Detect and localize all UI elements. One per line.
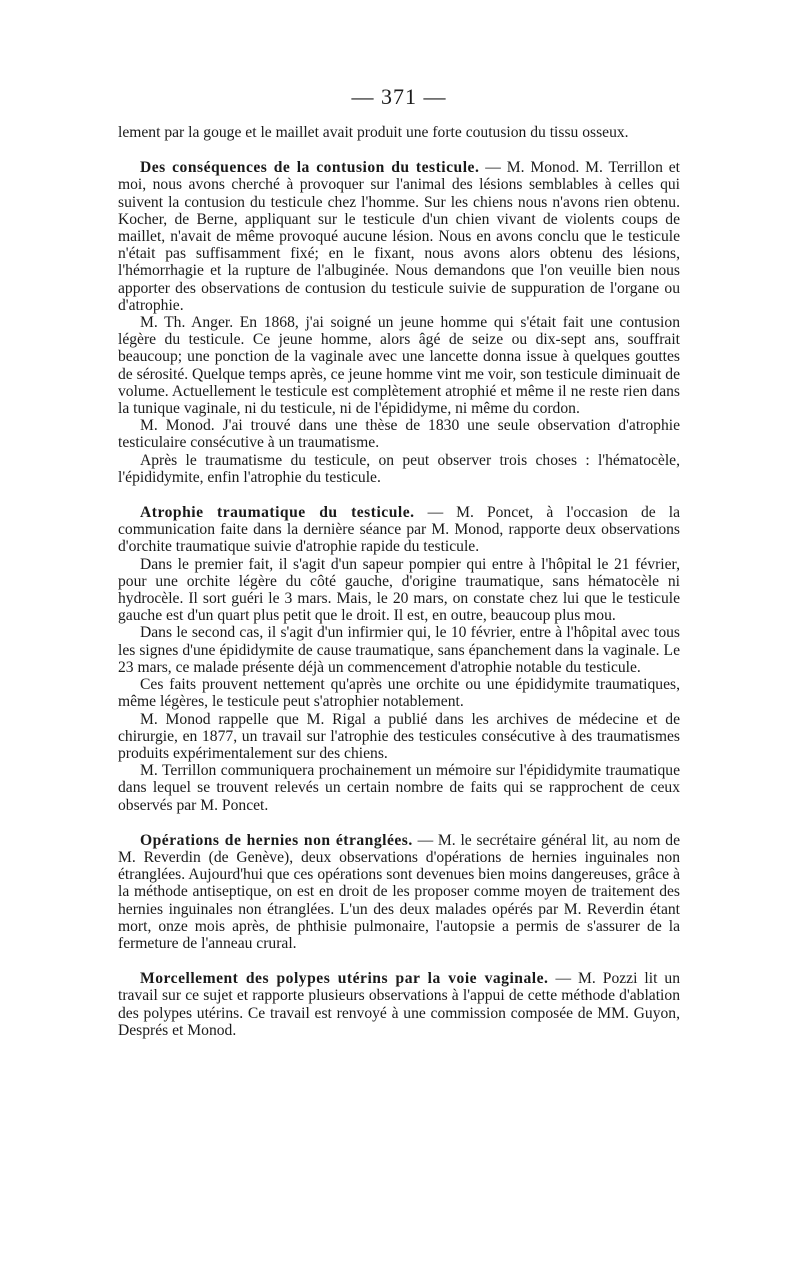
intro-paragraph: lement par la gouge et le maillet avait produit une forte coutusion du tissu osseux. <box>118 124 629 141</box>
paragraph: Dans le second cas, il s'agit d'un infirmier qui, le 10 février, entre à l'hôpital avec tous les signes d'une épididymite de cause traumatique, sans épanchement dans la vaginale. Le 23 mars, ce malade présente déjà un commencement d'atrophie notable du testicule. <box>118 624 680 676</box>
section-paragraph <box>118 159 680 314</box>
section-heading: Morcellement des polypes utérins par la voie vaginale. <box>140 970 549 988</box>
section-hernies <box>118 832 680 952</box>
paragraph-text: — M. Pozzi lit un travail sur ce sujet et rapporte plusieurs observations à l'appui de cette méthode d'ablation des polypes utérins. Ce travail est renvoyé à une commission composée de MM. Guyon, Després et Monod. <box>118 970 680 1039</box>
section-atrophie <box>118 504 680 814</box>
paragraph: M. Th. Anger. En 1868, j'ai soigné un jeune homme qui s'était fait une contusion légère du testicule. Ce jeune homme, alors âgé de seize ou dix-sept ans, souffrait beaucoup; une ponction de la vaginale avec une lancette donna issue à quelques gouttes de sérosité. Quelque temps après, ce jeune homme vint me voir, son testicule diminuait de volume. Actuellement le testicule est complètement atrophié et même il ne reste rien dans la tunique vaginale, ni du testicule, ni de l'épididyme, ni même du cordon. <box>118 314 680 418</box>
section-heading: Des conséquences de la contusion du testicule. <box>140 159 480 177</box>
paragraph: Ces faits prouvent nettement qu'après une orchite ou une épididymite traumatiques, même légères, le testicule peut s'atrophier notablement. <box>118 676 680 711</box>
paragraph: M. Monod. J'ai trouvé dans une thèse de 1830 une seule observation d'atrophie testiculaire consécutive à un traumatisme. <box>118 417 680 452</box>
paragraph: M. Terrillon communiquera prochainement un mémoire sur l'épididymite traumatique dans lequel se trouvent relevés un certain nombre de faits qui se rapprochent de ceux observés par M. Poncet. <box>118 762 680 814</box>
section-polypes <box>118 970 680 1039</box>
paragraph-text: — M. Monod. M. Terrillon et moi, nous avons cherché à provoquer sur l'animal des lésions semblables à celles qui suivent la contusion du testicule chez l'homme. Sur les chiens nous n'avons rien obtenu. Kocher, de Berne, appliquant sur le testicule d'un chien vivant de violents coups de maillet, n'avait de même provoqué aucune lésion. Nous en avons conclu que le testicule n'était pas suffisamment fixé; en le fixant, nous avons alors obtenu des lésions, l'hémorrhagie et la rupture de l'albuginée. Nous demandons que l'on veuille bien nous apporter des observations de contusion du testicule suivie de suppuration de l'organe ou d'atrophie. <box>118 159 680 314</box>
section-heading: Atrophie traumatique du testicule. <box>140 504 415 522</box>
section-heading: Opérations de hernies non étranglées. <box>140 831 413 849</box>
paragraph: Après le traumatisme du testicule, on peut observer trois choses : l'hématocèle, l'épididymite, enfin l'atrophie du testicule. <box>118 451 680 486</box>
section-contusion <box>118 159 680 486</box>
paragraph-text: — M. le secrétaire général lit, au nom de M. Reverdin (de Genève), deux observations d'opérations de hernies inguinales non étranglées. Aujourd'hui que ces opérations sont devenues bien moins dangereuses, grâce à la méthode antiseptique, on est en droit de les proposer comme moyen de traitement des hernies inguinales non étranglées. L'un des deux malades opérés par M. Reverdin étant mort, onze mois après, de phthisie pulmonaire, l'autopsie a permis de s'assurer de la fermeture de l'anneau crural. <box>118 831 680 952</box>
paragraph: M. Monod rappelle que M. Rigal a publié dans les archives de médecine et de chirurgie, en 1877, un travail sur l'atrophie des testicules consécutive à des traumatismes produits expérimentalement sur des chiens. <box>118 710 680 762</box>
page-number: — 371 — <box>351 84 447 109</box>
paragraph: Dans le premier fait, il s'agit d'un sapeur pompier qui entre à l'hôpital le 21 février, pour une orchite légère du côté gauche, d'origine traumatique, sans hématocèle ni hydrocèle. Il sort guéri le 3 mars. Mais, le 20 mars, on constate chez lui que le testicule gauche est d'un quart plus petit que le droit. Il est, en outre, beaucoup plus mou. <box>118 555 680 625</box>
section-paragraph <box>118 504 680 556</box>
section-paragraph <box>118 832 680 952</box>
section-paragraph <box>118 970 680 1039</box>
paragraph-text: — M. Poncet, à l'occasion de la communication faite dans la dernière séance par M. Monod, rapporte deux observations d'orchite traumatique suivie d'atrophie rapide du testicule. <box>118 504 680 556</box>
